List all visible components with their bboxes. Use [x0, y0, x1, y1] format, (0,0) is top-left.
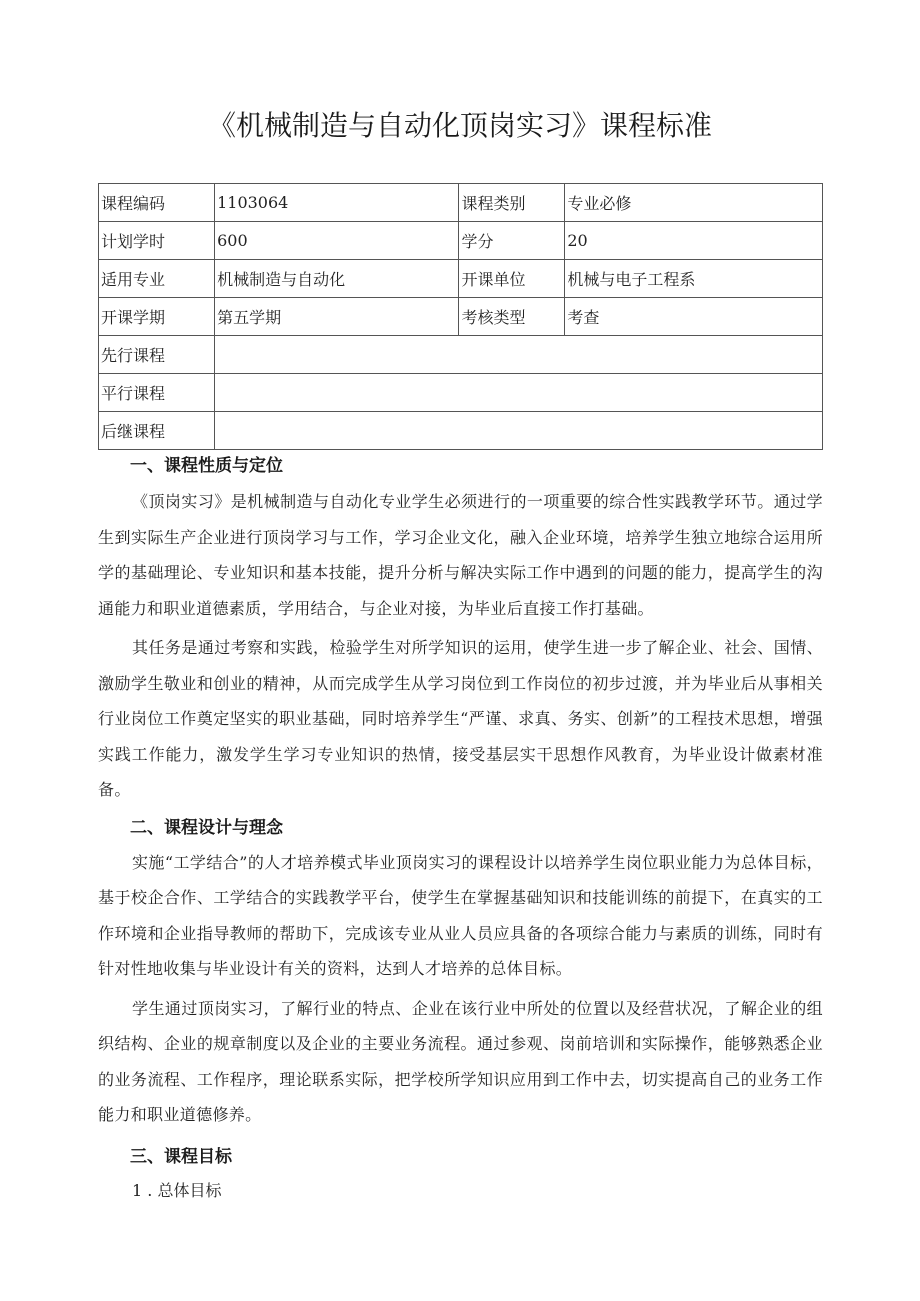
label-subsequent-courses: 后继课程 — [99, 412, 215, 450]
section-heading-objectives: 三、课程目标 — [130, 1146, 232, 1167]
table-row — [99, 222, 823, 260]
section-heading-nature: 一、课程性质与定位 — [130, 456, 283, 476]
paragraph: 学生通过顶岗实习，了解行业的特点、企业在该行业中所处的位置以及经营状况，了解企业的组织结构、企业的规章制度以及企业的主要业务流程。通过参观、岗前培训和实际操作，能够熟悉企业的业务流程、工作程序，理论联系实际，把学校所学知识应用到工作中去，切实提高自己的业务工作能力和职业道德修养。 — [98, 998, 823, 1124]
table-row — [99, 412, 823, 450]
value-department: 机械与电子工程系 — [565, 260, 823, 298]
table-row — [99, 298, 823, 336]
label-department: 开课单位 — [459, 260, 565, 298]
value-prerequisite-courses — [215, 336, 823, 374]
value-major: 机械制造与自动化 — [215, 260, 459, 298]
label-credits: 学分 — [459, 222, 565, 260]
paragraph: 《顶岗实习》是机械制造与自动化专业学生必须进行的一项重要的综合性实践教学环节。通过学生到实际生产企业进行顶岗学习与工作，学习企业文化，融入企业环境，培养学生独立地综合运用所学的基础理论、专业知识和基本技能，提升分析与解决实际工作中遇到的问题的能力，提高学生的沟通能力和职业道德素质，学用结合，与企业对接，为毕业后直接工作打基础。 — [98, 492, 823, 618]
paragraph: 其任务是通过考察和实践，检验学生对所学知识的运用，使学生进一步了解企业、社会、国情、激励学生敬业和创业的精神，从而完成学生从学习岗位到工作岗位的初步过渡，并为毕业后从事相关行业岗位工作奠定坚实的职业基础，同时培养学生“严谨、求真、务实、创新”的工程技术思想，增强实践工作能力，激发学生学习专业知识的热情，接受基层实干思想作风教育，为毕业设计做素材准备。 — [98, 638, 823, 799]
label-planned-hours: 计划学时 — [99, 222, 215, 260]
table-row — [99, 184, 823, 222]
value-subsequent-courses — [215, 412, 823, 450]
document-title: 《机械制造与自动化顶岗实习》课程标准 — [207, 109, 712, 142]
table-row — [99, 374, 823, 412]
value-course-type: 专业必修 — [565, 184, 823, 222]
value-credits: 20 — [565, 222, 823, 260]
label-major: 适用专业 — [99, 260, 215, 298]
value-semester: 第五学期 — [215, 298, 459, 336]
label-prerequisite-courses: 先行课程 — [99, 336, 215, 374]
section-heading-design: 二、课程设计与理念 — [130, 817, 283, 838]
subsection-heading-overall-objectives: 1 . 总体目标 — [132, 1180, 222, 1200]
value-course-code: 1103064 — [215, 184, 459, 222]
label-assessment-type: 考核类型 — [459, 298, 565, 336]
course-info-table — [98, 183, 823, 450]
value-planned-hours: 600 — [215, 222, 459, 260]
document-body — [98, 452, 823, 1208]
value-assessment-type: 考查 — [565, 298, 823, 336]
table-row — [99, 260, 823, 298]
table-row — [99, 336, 823, 374]
label-parallel-courses: 平行课程 — [99, 374, 215, 412]
value-parallel-courses — [215, 374, 823, 412]
label-course-code: 课程编码 — [99, 184, 215, 222]
paragraph: 实施“工学结合”的人才培养模式毕业顶岗实习的课程设计以培养学生岗位职业能力为总体目标，基于校企合作、工学结合的实践教学平台，使学生在掌握基础知识和技能训练的前提下，在真实的工作环境和企业指导教师的帮助下，完成该专业从业人员应具备的各项综合能力与素质的训练，同时有针对性地收集与毕业设计有关的资料，达到人才培养的总体目标。 — [98, 852, 823, 978]
label-semester: 开课学期 — [99, 298, 215, 336]
label-course-type: 课程类别 — [459, 184, 565, 222]
